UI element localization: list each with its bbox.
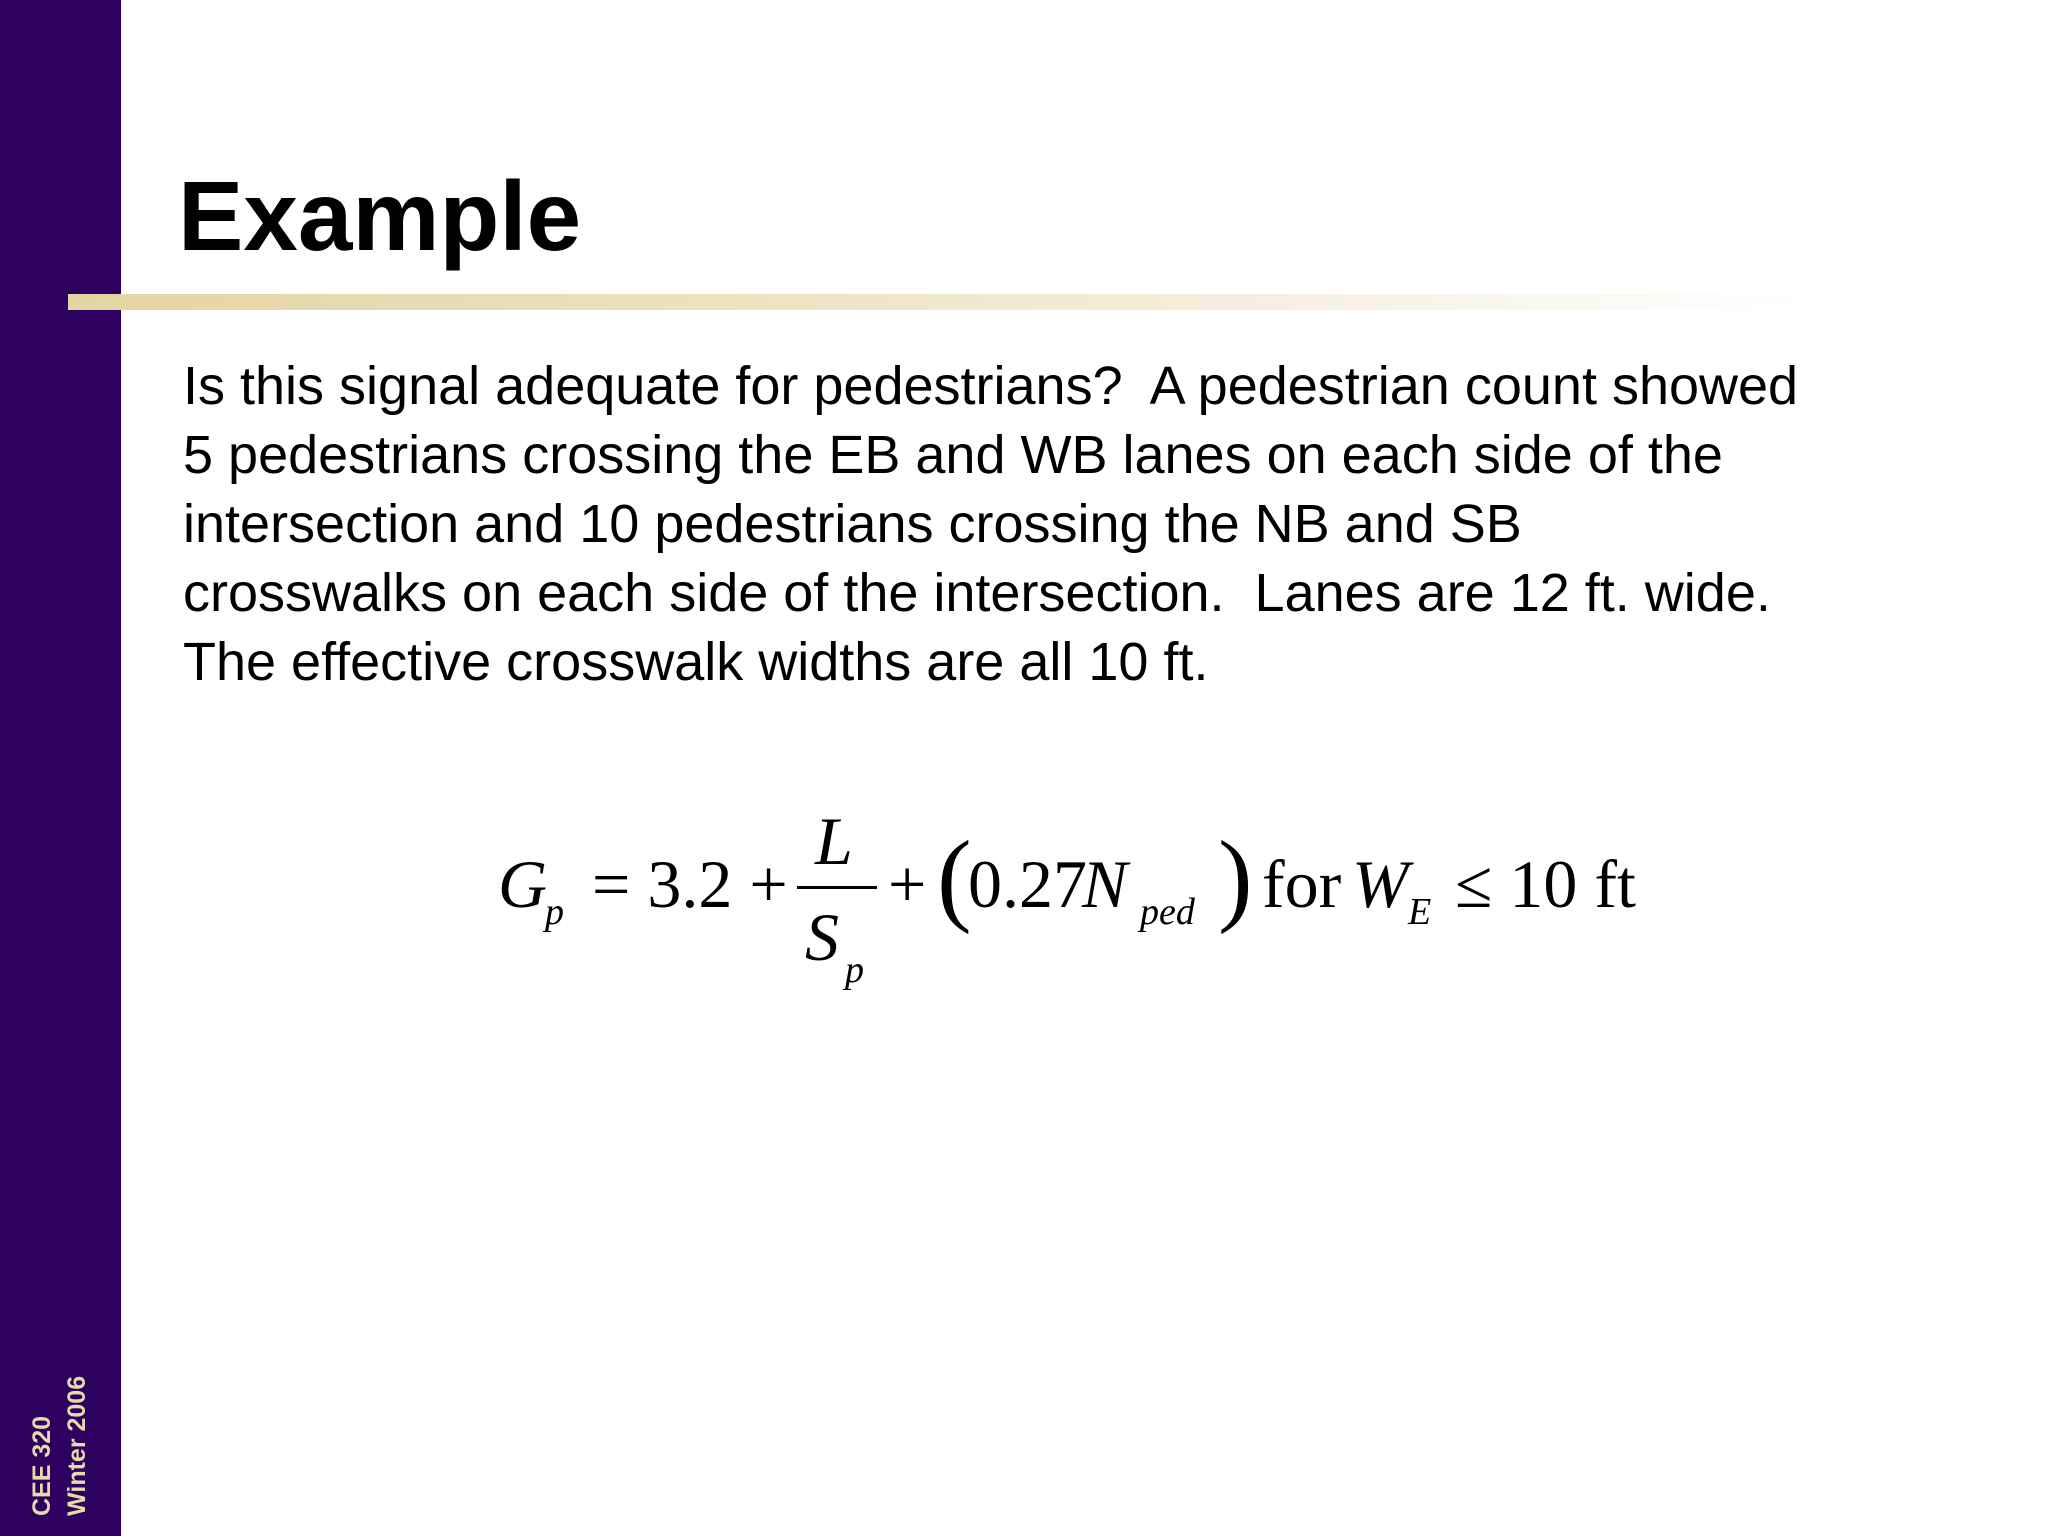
body-line: intersection and 10 pedestrians crossing the NB and SB [183, 494, 1522, 554]
formula-numerator: L [815, 803, 853, 879]
sidebar [0, 0, 121, 1536]
formula-constant: = 3.2 + [592, 846, 788, 922]
formula-plus: + [888, 846, 927, 922]
slide-title: Example [178, 161, 582, 271]
formula-coefficient: 0.27 [968, 846, 1087, 922]
formula-for: for [1262, 846, 1342, 922]
formula-right-paren: ) [1218, 820, 1253, 935]
formula-w-subscript: E [1408, 891, 1432, 933]
formula-g-subscript: p [545, 891, 564, 933]
formula-denominator-subscript: p [845, 949, 864, 991]
formula-left-paren: ( [937, 820, 972, 935]
slide-body [183, 352, 1963, 697]
body-line: crosswalks on each side of the intersection. Lanes are 12 ft. wide. [183, 563, 1771, 623]
formula-condition: ≤ 10 ft [1455, 846, 1636, 922]
title-divider [68, 294, 1808, 310]
fraction-bar [797, 886, 877, 889]
course-term: Winter 2006 [63, 1375, 91, 1516]
body-line: The effective crosswalk widths are all 10 ft. [183, 632, 1209, 692]
formula-denominator: S [805, 899, 839, 975]
formula-w: W [1352, 846, 1409, 922]
body-line: Is this signal adequate for pedestrians? A pedestrian count showed [183, 356, 1799, 416]
formula-g: G [498, 846, 548, 922]
course-label [28, 1306, 98, 1536]
body-line: 5 pedestrians crossing the EB and WB lanes on each side of the [183, 425, 1723, 485]
formula-n: N [1082, 846, 1128, 922]
course-code: CEE 320 [28, 1415, 56, 1516]
formula-n-subscript: ped [1140, 891, 1195, 933]
